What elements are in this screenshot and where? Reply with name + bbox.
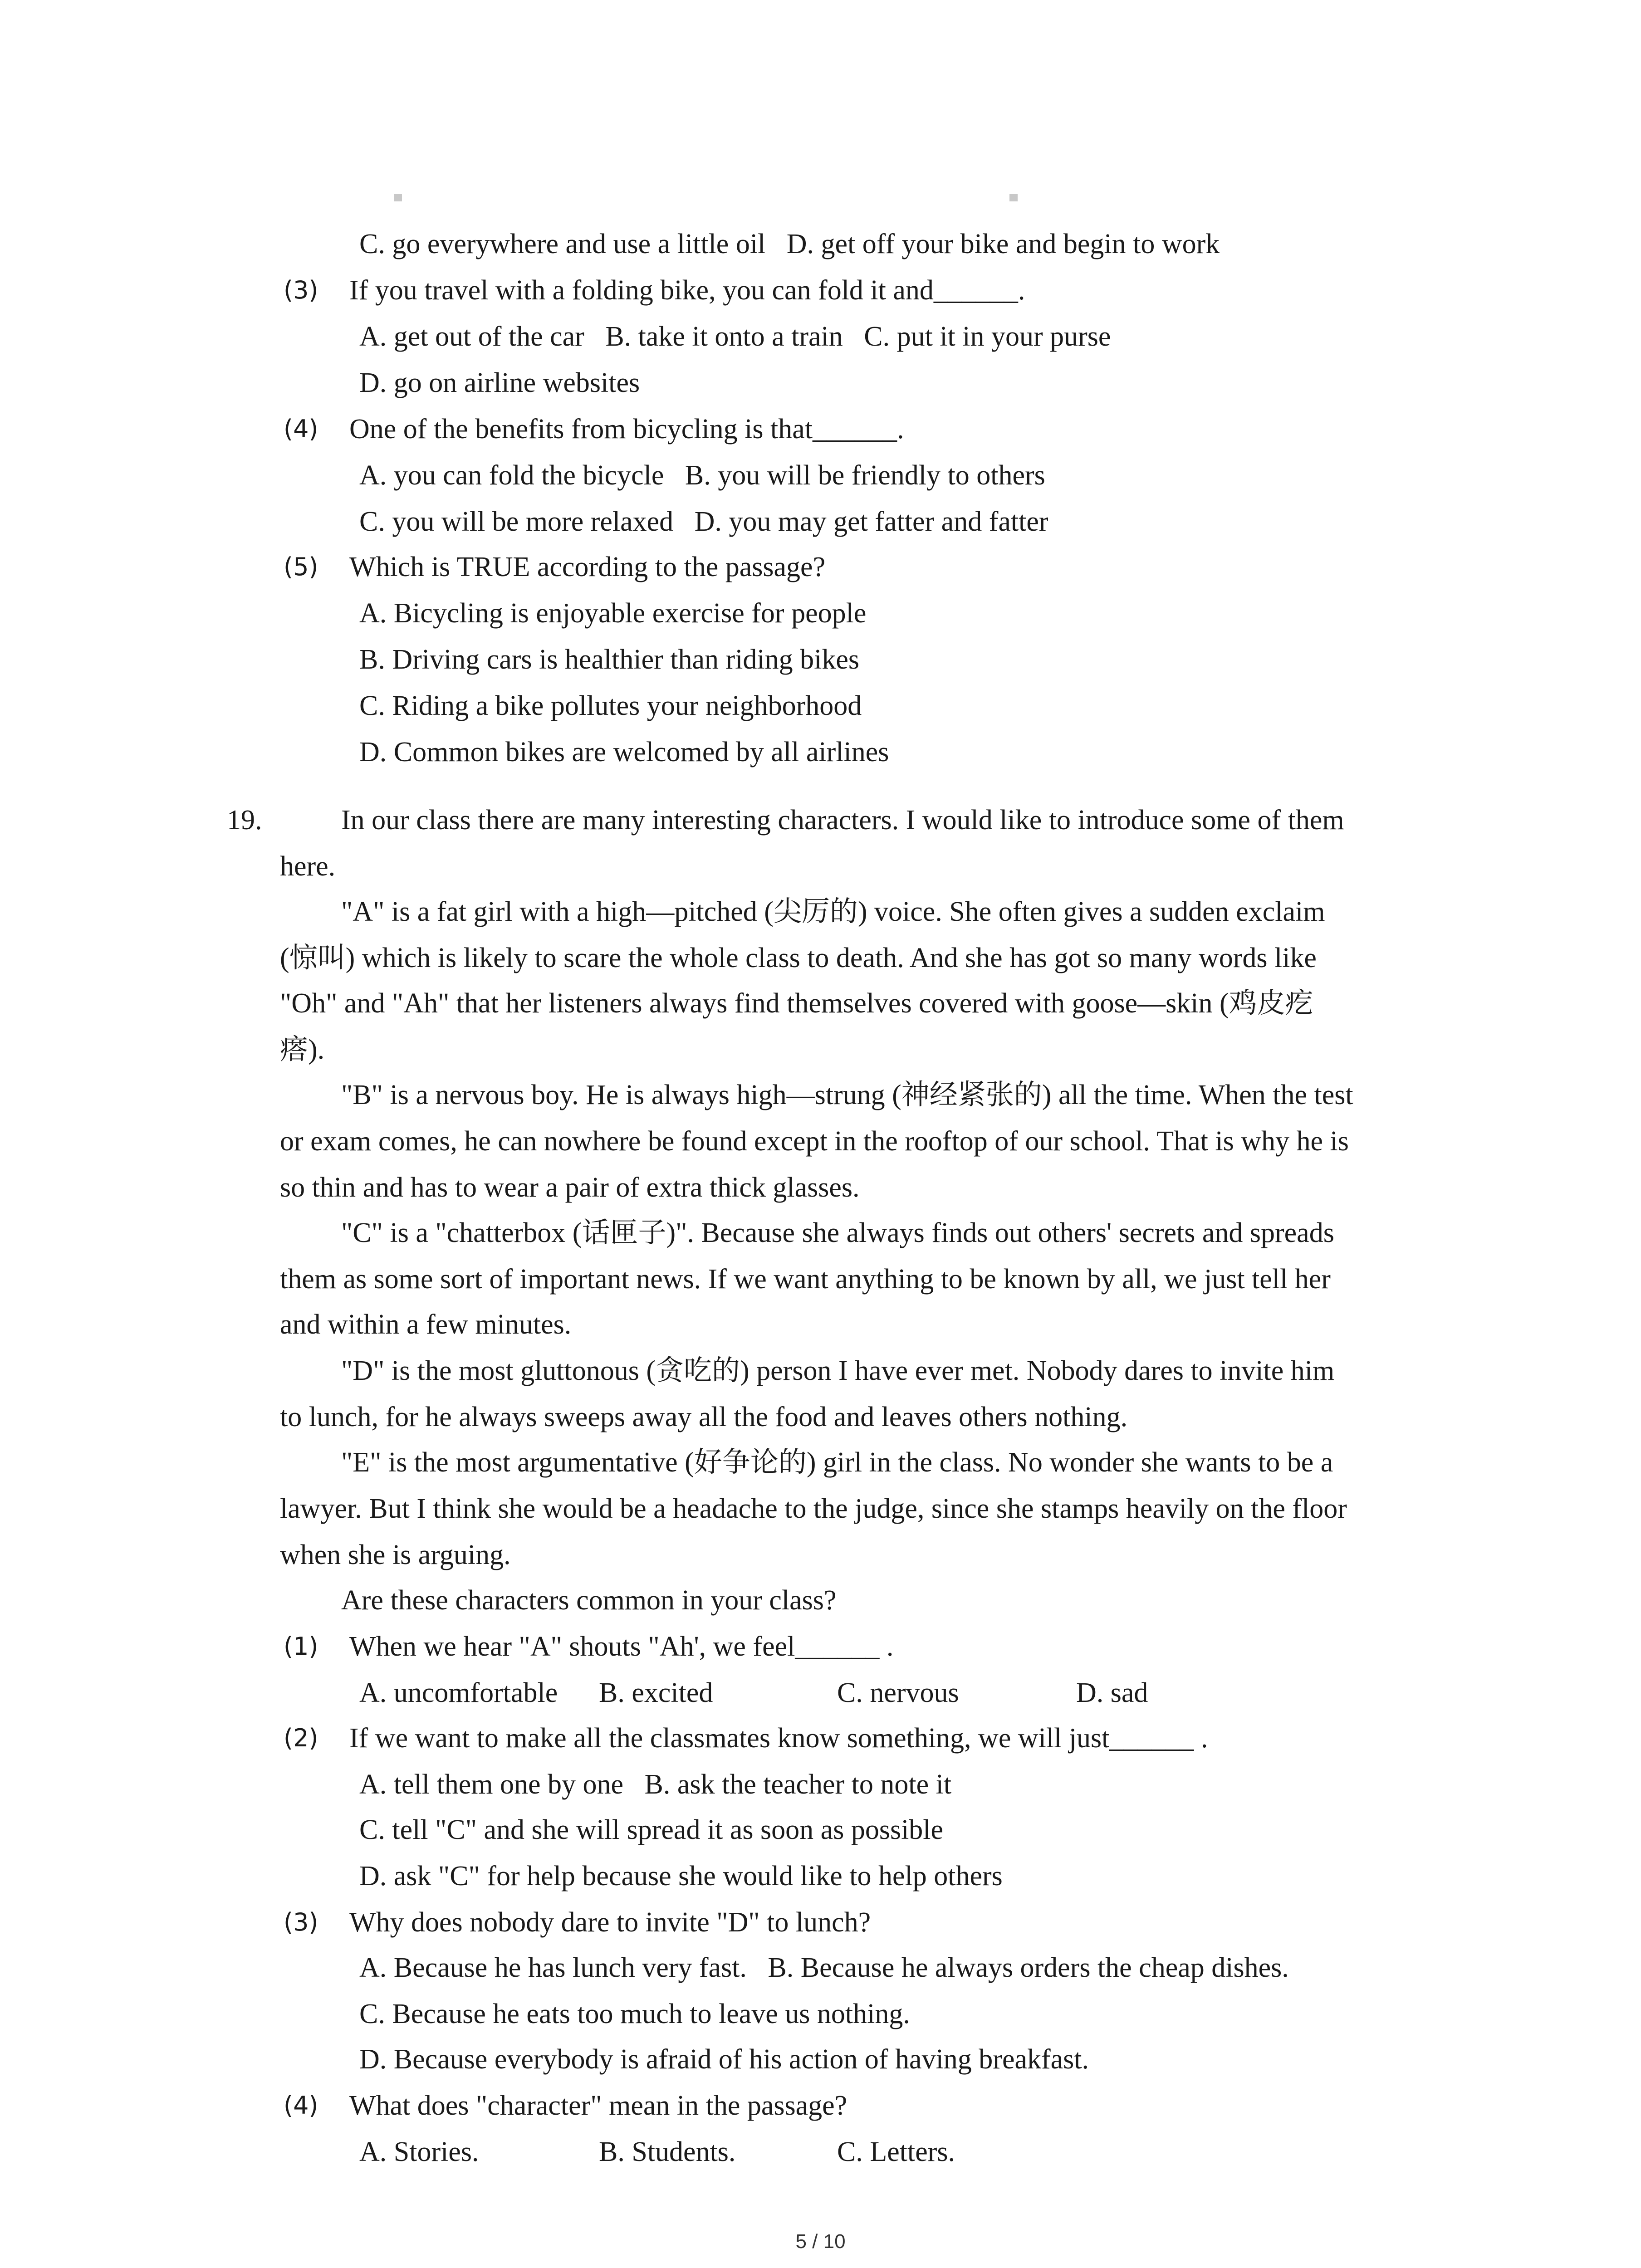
passage-line: In our class there are many interesting characters. I would like to introduce some of them	[341, 805, 1344, 836]
passage-line: and within a few minutes.	[280, 1309, 572, 1340]
q19-q2-number: (2)	[284, 1724, 318, 1752]
cropped-text-fragment	[1009, 194, 1018, 201]
passage-line: 瘩).	[280, 1034, 325, 1065]
q19-q4-option-b: B. Students.	[599, 2136, 736, 2167]
passage-line: "D" is the most gluttonous (贪吃的) person I have ever met. Nobody dares to invite him	[341, 1355, 1335, 1386]
page-number: 5 / 10	[795, 2230, 846, 2253]
q18-q5-option-d: D. Common bikes are welcomed by all airlines	[359, 737, 889, 767]
q18-q4-options-ab: A. you can fold the bicycle B. you will be friendly to others	[359, 460, 1045, 491]
q19-q4-option-c: C. Letters.	[837, 2136, 955, 2167]
cropped-text-fragment	[394, 194, 402, 201]
q18-q4-options-cd: C. you will be more relaxed D. you may get fatter and fatter	[359, 506, 1048, 537]
q19-q3-option-c: C. Because he eats too much to leave us nothing.	[359, 1999, 910, 2029]
q18-q5-option-c: C. Riding a bike pollutes your neighborhood	[359, 690, 862, 721]
q19-q1-stem: When we hear "A" shouts "Ah', we feel______ .	[349, 1631, 894, 1662]
passage-line: lawyer. But I think she would be a headache to the judge, since she stamps heavily on the floor	[280, 1493, 1347, 1524]
passage-line: Are these characters common in your class?	[341, 1585, 837, 1616]
q19-q4-option-a: A. Stories.	[359, 2136, 479, 2167]
q18-q5-option-b: B. Driving cars is healthier than riding bikes	[359, 644, 859, 675]
q19-q2-option-c: C. tell "C" and she will spread it as soon as possible	[359, 1814, 944, 1845]
passage-line: them as some sort of important news. If we want anything to be known by all, we just tell her	[280, 1264, 1331, 1295]
passage-line: when she is arguing.	[280, 1540, 511, 1570]
q19-q3-option-d: D. Because everybody is afraid of his action of having breakfast.	[359, 2044, 1089, 2075]
q18-q3-number: (3)	[284, 276, 318, 304]
q19-q1-option-c: C. nervous	[837, 1677, 959, 1708]
q19-number: 19.	[227, 805, 262, 836]
passage-line: "Oh" and "Ah" that her listeners always find themselves covered with goose—skin (鸡皮疙	[280, 988, 1313, 1019]
q19-q2-options-ab: A. tell them one by one B. ask the teacher to note it	[359, 1769, 952, 1800]
q19-q3-number: (3)	[284, 1908, 318, 1936]
q18-q5-number: (5)	[284, 552, 318, 581]
q19-q1-option-b: B. excited	[599, 1677, 713, 1708]
q19-q2-stem: If we want to make all the classmates know something, we will just______ .	[349, 1723, 1208, 1754]
passage-line: (惊叫) which is likely to scare the whole class to death. And she has got so many words like	[280, 943, 1317, 973]
q19-q3-stem: Why does nobody dare to invite "D" to lunch?	[349, 1907, 871, 1938]
q19-q4-stem: What does "character" mean in the passage?	[349, 2090, 847, 2121]
passage-line: "B" is a nervous boy. He is always high—strung (神经紧张的) all the time. When the test	[341, 1080, 1353, 1110]
q18-q5-stem: Which is TRUE according to the passage?	[349, 552, 826, 582]
q18-q3-stem: If you travel with a folding bike, you can fold it and______.	[349, 275, 1025, 306]
passage-line: "A" is a fat girl with a high—pitched (尖厉的) voice. She often gives a sudden exclaim	[341, 896, 1325, 927]
q19-q2-option-d: D. ask "C" for help because she would like to help others	[359, 1861, 1003, 1892]
q18-q5-option-a: A. Bicycling is enjoyable exercise for people	[359, 598, 867, 629]
q19-q1-option-d: D. sad	[1076, 1677, 1148, 1708]
q19-q3-options-ab: A. Because he has lunch very fast. B. Because he always orders the cheap dishes.	[359, 1952, 1289, 1983]
q19-q1-option-a: A. uncomfortable	[359, 1677, 558, 1708]
passage-line: so thin and has to wear a pair of extra thick glasses.	[280, 1172, 860, 1203]
q19-q4-number: (4)	[284, 2091, 318, 2120]
passage-line: or exam comes, he can nowhere be found except in the rooftop of our school. That is why he is	[280, 1126, 1349, 1157]
q18-q3-option-d: D. go on airline websites	[359, 367, 640, 398]
q18-q3-options-abc: A. get out of the car B. take it onto a train C. put it in your purse	[359, 321, 1111, 352]
passage-line: "C" is a "chatterbox (话匣子)". Because she always finds out others' secrets and spreads	[341, 1217, 1334, 1248]
passage-line: to lunch, for he always sweeps away all the food and leaves others nothing.	[280, 1402, 1128, 1432]
q18-q4-stem: One of the benefits from bicycling is that______.	[349, 414, 904, 445]
q18-q2-options-cd: C. go everywhere and use a little oil D. get off your bike and begin to work	[359, 229, 1220, 259]
passage-line: here.	[280, 851, 336, 882]
passage-line: "E" is the most argumentative (好争论的) girl in the class. No wonder she wants to be a	[341, 1447, 1333, 1478]
q18-q4-number: (4)	[284, 415, 318, 443]
q19-q1-number: (1)	[284, 1632, 318, 1661]
